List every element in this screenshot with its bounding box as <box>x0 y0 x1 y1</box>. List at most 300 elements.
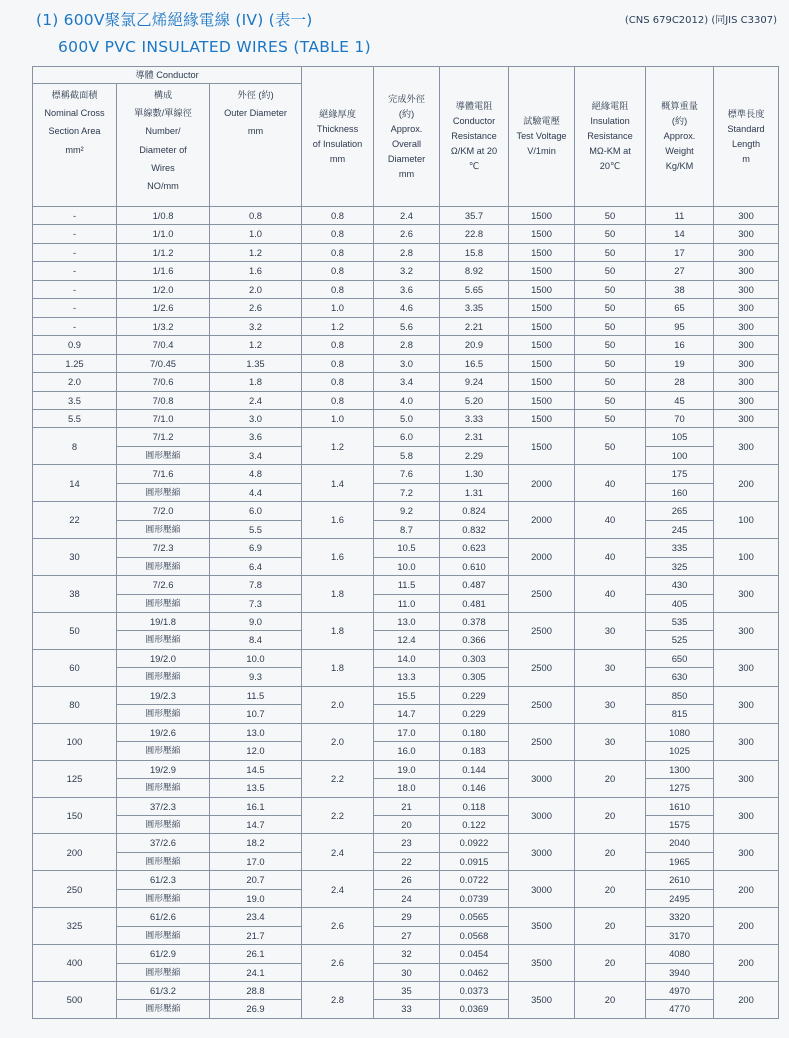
cell-insulation-thickness: 2.8 <box>302 982 374 1019</box>
cell-overall-diameter: 5.6 <box>374 317 440 335</box>
cell-nominal-area: 100 <box>33 723 117 760</box>
cell-wire-construction: 7/0.4 <box>117 336 210 354</box>
cell-insulation-thickness: 0.8 <box>302 354 374 372</box>
cell-conductor-resistance: 0.0739 <box>440 889 509 907</box>
table-row <box>33 779 779 797</box>
cell-wire-construction: 圓形壓縮 <box>117 520 210 538</box>
cell-insulation-resistance: 50 <box>575 373 646 391</box>
cell-conductor-resistance: 15.8 <box>440 243 509 261</box>
cell-wire-construction: 7/0.45 <box>117 354 210 372</box>
cell-outer-diameter: 1.0 <box>210 225 302 243</box>
cell-overall-diameter: 17.0 <box>374 723 440 741</box>
cell-approx-weight: 650 <box>646 649 714 667</box>
cell-conductor-resistance: 0.481 <box>440 594 509 612</box>
table-row <box>33 982 779 1000</box>
cell-insulation-thickness: 0.8 <box>302 243 374 261</box>
cell-wire-construction: 圓形壓縮 <box>117 557 210 575</box>
header-line: Diameter of <box>139 144 187 155</box>
header-line: 單線數/單線徑 <box>134 108 192 119</box>
header-line: Resistance <box>451 131 497 141</box>
cell-outer-diameter: 1.35 <box>210 354 302 372</box>
header-line: Approx. <box>390 123 423 134</box>
cell-outer-diameter: 10.7 <box>210 705 302 723</box>
cell-wire-construction: 圓形壓縮 <box>117 483 210 501</box>
cell-insulation-resistance: 50 <box>575 354 646 372</box>
cell-insulation-thickness: 1.4 <box>302 465 374 502</box>
cell-wire-construction: 圓形壓縮 <box>117 705 210 723</box>
cell-test-voltage: 1500 <box>509 299 575 317</box>
cell-standard-length: 200 <box>714 465 779 502</box>
header-test-voltage <box>509 67 575 207</box>
cell-conductor-resistance: 0.0369 <box>440 1000 509 1018</box>
cell-insulation-resistance: 20 <box>575 908 646 945</box>
cell-test-voltage: 3500 <box>509 982 575 1019</box>
header-line: Resistance <box>587 131 633 141</box>
header-line: (約) <box>398 108 415 119</box>
cell-insulation-thickness: 0.8 <box>302 373 374 391</box>
cell-overall-diameter: 29 <box>374 908 440 926</box>
cell-approx-weight: 2040 <box>646 834 714 852</box>
cell-insulation-resistance: 20 <box>575 871 646 908</box>
header-outer-diameter <box>210 84 302 207</box>
header-line: Conductor <box>452 116 496 126</box>
cell-insulation-resistance: 50 <box>575 336 646 354</box>
cell-conductor-resistance: 3.33 <box>440 409 509 427</box>
table-header <box>33 67 779 207</box>
cell-test-voltage: 3000 <box>509 760 575 797</box>
cell-standard-length: 300 <box>714 243 779 261</box>
cell-conductor-resistance: 0.229 <box>440 686 509 704</box>
table-row <box>33 963 779 981</box>
header-line: Insulation <box>590 116 630 126</box>
cell-insulation-thickness: 0.8 <box>302 280 374 298</box>
table-row <box>33 871 779 889</box>
cell-wire-construction: 61/3.2 <box>117 982 210 1000</box>
cell-overall-diameter: 3.0 <box>374 354 440 372</box>
cell-approx-weight: 16 <box>646 336 714 354</box>
cell-insulation-thickness: 0.8 <box>302 336 374 354</box>
cell-overall-diameter: 15.5 <box>374 686 440 704</box>
cell-nominal-area: 125 <box>33 760 117 797</box>
table-row <box>33 723 779 741</box>
cell-insulation-thickness: 0.8 <box>302 207 374 225</box>
cell-overall-diameter: 3.2 <box>374 262 440 280</box>
cell-approx-weight: 1575 <box>646 815 714 833</box>
header-line: 概算重量 <box>661 101 698 111</box>
table-row <box>33 428 779 446</box>
cell-outer-diameter: 2.6 <box>210 299 302 317</box>
cell-insulation-thickness: 2.6 <box>302 945 374 982</box>
cell-insulation-resistance: 40 <box>575 465 646 502</box>
header-line: 絕緣電阻 <box>591 101 629 111</box>
cell-overall-diameter: 3.4 <box>374 373 440 391</box>
cell-approx-weight: 11 <box>646 207 714 225</box>
header-conductor-resistance <box>440 67 509 207</box>
cell-outer-diameter: 7.3 <box>210 594 302 612</box>
table-row <box>33 502 779 520</box>
cell-standard-length: 300 <box>714 280 779 298</box>
cell-standard-length: 300 <box>714 686 779 723</box>
header-conductor-group: 導體 Conductor <box>33 67 302 84</box>
cell-nominal-area: - <box>33 299 117 317</box>
header-overall-diameter <box>374 67 440 207</box>
cell-conductor-resistance: 0.0373 <box>440 982 509 1000</box>
cell-test-voltage: 1500 <box>509 225 575 243</box>
header-line: 絕緣厚度 <box>319 108 356 119</box>
cell-standard-length: 300 <box>714 225 779 243</box>
cell-insulation-thickness: 1.6 <box>302 502 374 539</box>
cell-approx-weight: 265 <box>646 502 714 520</box>
cell-wire-construction: 19/1.8 <box>117 612 210 630</box>
cell-insulation-thickness: 2.2 <box>302 797 374 834</box>
cell-standard-length: 200 <box>714 945 779 982</box>
header-line: 構成 <box>153 90 173 100</box>
cell-outer-diameter: 1.2 <box>210 336 302 354</box>
header-line: 完成外徑 <box>388 93 425 104</box>
table-row <box>33 262 779 280</box>
table-row <box>33 280 779 298</box>
cell-conductor-resistance: 0.0568 <box>440 926 509 944</box>
header-line: mm <box>247 126 264 137</box>
cell-insulation-resistance: 50 <box>575 409 646 427</box>
cell-standard-length: 300 <box>714 207 779 225</box>
cell-overall-diameter: 4.6 <box>374 299 440 317</box>
cell-test-voltage: 1500 <box>509 336 575 354</box>
cell-wire-construction: 7/1.6 <box>117 465 210 483</box>
cell-outer-diameter: 6.9 <box>210 539 302 557</box>
cell-approx-weight: 3320 <box>646 908 714 926</box>
cell-conductor-resistance: 0.0565 <box>440 908 509 926</box>
cell-insulation-thickness: 1.0 <box>302 409 374 427</box>
table-row <box>33 815 779 833</box>
cell-nominal-area: 22 <box>33 502 117 539</box>
cell-conductor-resistance: 0.118 <box>440 797 509 815</box>
cell-standard-length: 300 <box>714 428 779 465</box>
cell-test-voltage: 1500 <box>509 391 575 409</box>
cell-approx-weight: 105 <box>646 428 714 446</box>
cell-wire-construction: 圓形壓縮 <box>117 963 210 981</box>
cell-wire-construction: 37/2.6 <box>117 834 210 852</box>
cell-insulation-thickness: 1.2 <box>302 317 374 335</box>
header-line: mm <box>329 153 346 164</box>
cell-test-voltage: 2500 <box>509 723 575 760</box>
cell-conductor-resistance: 0.0454 <box>440 945 509 963</box>
cell-approx-weight: 525 <box>646 631 714 649</box>
table-row <box>33 889 779 907</box>
cell-outer-diameter: 3.0 <box>210 409 302 427</box>
cell-nominal-area: - <box>33 280 117 298</box>
header-line: Wires <box>151 162 175 173</box>
cell-conductor-resistance: 16.5 <box>440 354 509 372</box>
cell-outer-diameter: 23.4 <box>210 908 302 926</box>
cell-insulation-thickness: 2.6 <box>302 908 374 945</box>
table-body <box>33 207 779 1019</box>
header-insulation-resistance <box>575 67 646 207</box>
cell-outer-diameter: 16.1 <box>210 797 302 815</box>
title-chinese: (1) 600V聚氯乙烯絕緣電線 (IV) (表一) <box>36 11 313 29</box>
cell-wire-construction: 1/1.6 <box>117 262 210 280</box>
cell-wire-construction: 61/2.9 <box>117 945 210 963</box>
cell-approx-weight: 45 <box>646 391 714 409</box>
cell-conductor-resistance: 2.29 <box>440 446 509 464</box>
cell-insulation-resistance: 50 <box>575 207 646 225</box>
cell-nominal-area: 5.5 <box>33 409 117 427</box>
cell-wire-construction: 圓形壓縮 <box>117 852 210 870</box>
cell-conductor-resistance: 0.0922 <box>440 834 509 852</box>
cell-overall-diameter: 9.2 <box>374 502 440 520</box>
cell-outer-diameter: 7.8 <box>210 576 302 594</box>
header-line: Overall <box>391 138 422 149</box>
cell-insulation-resistance: 20 <box>575 982 646 1019</box>
table-row <box>33 852 779 870</box>
cell-overall-diameter: 12.4 <box>374 631 440 649</box>
cell-insulation-resistance: 50 <box>575 225 646 243</box>
cell-standard-length: 200 <box>714 908 779 945</box>
cell-test-voltage: 3000 <box>509 871 575 908</box>
table-row <box>33 373 779 391</box>
cell-overall-diameter: 26 <box>374 871 440 889</box>
cell-overall-diameter: 2.6 <box>374 225 440 243</box>
cell-wire-construction: 19/2.9 <box>117 760 210 778</box>
cell-nominal-area: 2.0 <box>33 373 117 391</box>
cell-outer-diameter: 24.1 <box>210 963 302 981</box>
cell-conductor-resistance: 0.487 <box>440 576 509 594</box>
header-line: Kg/KM <box>665 161 694 171</box>
cell-conductor-resistance: 0.0722 <box>440 871 509 889</box>
cell-conductor-resistance: 0.146 <box>440 779 509 797</box>
cell-test-voltage: 1500 <box>509 409 575 427</box>
cell-overall-diameter: 7.6 <box>374 465 440 483</box>
cell-conductor-resistance: 5.65 <box>440 280 509 298</box>
cell-standard-length: 300 <box>714 760 779 797</box>
header-line: Approx. <box>663 131 696 141</box>
cell-wire-construction: 19/2.6 <box>117 723 210 741</box>
cell-overall-diameter: 11.5 <box>374 576 440 594</box>
cell-wire-construction: 19/2.3 <box>117 686 210 704</box>
cell-approx-weight: 38 <box>646 280 714 298</box>
cell-approx-weight: 630 <box>646 668 714 686</box>
cell-conductor-resistance: 0.305 <box>440 668 509 686</box>
cell-nominal-area: 200 <box>33 834 117 871</box>
cell-insulation-thickness: 1.8 <box>302 649 374 686</box>
cell-nominal-area: 30 <box>33 539 117 576</box>
cell-approx-weight: 430 <box>646 576 714 594</box>
header-line: Diameter <box>387 153 426 164</box>
cell-insulation-resistance: 20 <box>575 945 646 982</box>
header-line: 試驗電壓 <box>523 116 560 126</box>
table-row <box>33 317 779 335</box>
table-row <box>33 207 779 225</box>
cell-conductor-resistance: 0.824 <box>440 502 509 520</box>
cell-overall-diameter: 23 <box>374 834 440 852</box>
cell-insulation-thickness: 2.4 <box>302 871 374 908</box>
cell-conductor-resistance: 0.122 <box>440 815 509 833</box>
table-row <box>33 926 779 944</box>
cell-outer-diameter: 3.2 <box>210 317 302 335</box>
cell-conductor-resistance: 8.92 <box>440 262 509 280</box>
cell-standard-length: 100 <box>714 502 779 539</box>
cell-conductor-resistance: 0.180 <box>440 723 509 741</box>
table-row <box>33 354 779 372</box>
cell-standard-length: 300 <box>714 262 779 280</box>
table-row <box>33 908 779 926</box>
cell-nominal-area: 50 <box>33 612 117 649</box>
cell-wire-construction: 圓形壓縮 <box>117 889 210 907</box>
cell-nominal-area: - <box>33 225 117 243</box>
cell-wire-construction: 圓形壓縮 <box>117 631 210 649</box>
header-wire-construction <box>117 84 210 207</box>
cell-overall-diameter: 10.0 <box>374 557 440 575</box>
cell-conductor-resistance: 35.7 <box>440 207 509 225</box>
cell-approx-weight: 1610 <box>646 797 714 815</box>
cell-wire-construction: 1/1.2 <box>117 243 210 261</box>
cell-overall-diameter: 16.0 <box>374 742 440 760</box>
cell-wire-construction: 61/2.6 <box>117 908 210 926</box>
cell-insulation-resistance: 30 <box>575 686 646 723</box>
cell-overall-diameter: 24 <box>374 889 440 907</box>
cell-approx-weight: 28 <box>646 373 714 391</box>
cell-insulation-thickness: 1.8 <box>302 576 374 613</box>
cell-nominal-area: - <box>33 243 117 261</box>
cell-conductor-resistance: 0.366 <box>440 631 509 649</box>
cell-nominal-area: 60 <box>33 649 117 686</box>
cell-outer-diameter: 1.2 <box>210 243 302 261</box>
cell-conductor-resistance: 0.610 <box>440 557 509 575</box>
cell-wire-construction: 1/1.0 <box>117 225 210 243</box>
cell-conductor-resistance: 5.20 <box>440 391 509 409</box>
cell-conductor-resistance: 1.31 <box>440 483 509 501</box>
table-row <box>33 742 779 760</box>
cell-approx-weight: 70 <box>646 409 714 427</box>
cell-test-voltage: 1500 <box>509 280 575 298</box>
cell-approx-weight: 19 <box>646 354 714 372</box>
header-line: mm <box>398 168 415 179</box>
cell-overall-diameter: 13.3 <box>374 668 440 686</box>
cell-wire-construction: 圓形壓縮 <box>117 926 210 944</box>
cell-outer-diameter: 6.0 <box>210 502 302 520</box>
cell-nominal-area: 250 <box>33 871 117 908</box>
cell-test-voltage: 2500 <box>509 576 575 613</box>
cell-outer-diameter: 12.0 <box>210 742 302 760</box>
cell-test-voltage: 2000 <box>509 502 575 539</box>
cell-outer-diameter: 19.0 <box>210 889 302 907</box>
table-row <box>33 797 779 815</box>
cell-approx-weight: 325 <box>646 557 714 575</box>
header-line: 外徑 (約) <box>237 90 274 100</box>
cell-overall-diameter: 10.5 <box>374 539 440 557</box>
cell-approx-weight: 245 <box>646 520 714 538</box>
cell-wire-construction: 圓形壓縮 <box>117 668 210 686</box>
cell-nominal-area: 325 <box>33 908 117 945</box>
cell-insulation-resistance: 30 <box>575 649 646 686</box>
cell-wire-construction: 7/1.2 <box>117 428 210 446</box>
cell-wire-construction: 7/1.0 <box>117 409 210 427</box>
header-standard-length <box>714 67 779 207</box>
cell-outer-diameter: 11.5 <box>210 686 302 704</box>
cell-outer-diameter: 26.1 <box>210 945 302 963</box>
table-row <box>33 705 779 723</box>
cell-insulation-thickness: 1.6 <box>302 539 374 576</box>
cell-standard-length: 300 <box>714 612 779 649</box>
table-row <box>33 576 779 594</box>
cell-approx-weight: 815 <box>646 705 714 723</box>
cell-outer-diameter: 21.7 <box>210 926 302 944</box>
cell-conductor-resistance: 0.229 <box>440 705 509 723</box>
cell-standard-length: 300 <box>714 317 779 335</box>
cell-test-voltage: 1500 <box>509 428 575 465</box>
cell-insulation-resistance: 50 <box>575 280 646 298</box>
header-line: Length <box>731 138 761 149</box>
cell-overall-diameter: 2.4 <box>374 207 440 225</box>
cell-test-voltage: 1500 <box>509 262 575 280</box>
cell-outer-diameter: 9.3 <box>210 668 302 686</box>
cell-wire-construction: 7/2.6 <box>117 576 210 594</box>
cell-overall-diameter: 6.0 <box>374 428 440 446</box>
cell-test-voltage: 2500 <box>509 686 575 723</box>
cell-insulation-thickness: 1.8 <box>302 612 374 649</box>
cell-test-voltage: 2000 <box>509 465 575 502</box>
cell-insulation-resistance: 50 <box>575 243 646 261</box>
cell-approx-weight: 4080 <box>646 945 714 963</box>
cell-conductor-resistance: 0.0915 <box>440 852 509 870</box>
cell-wire-construction: 1/2.0 <box>117 280 210 298</box>
table-row <box>33 686 779 704</box>
cell-conductor-resistance: 9.24 <box>440 373 509 391</box>
cell-outer-diameter: 17.0 <box>210 852 302 870</box>
cell-conductor-resistance: 20.9 <box>440 336 509 354</box>
cell-wire-construction: 7/0.6 <box>117 373 210 391</box>
cell-approx-weight: 405 <box>646 594 714 612</box>
header-line: of Insulation <box>312 138 363 149</box>
cell-overall-diameter: 21 <box>374 797 440 815</box>
cell-wire-construction: 1/2.6 <box>117 299 210 317</box>
cell-overall-diameter: 32 <box>374 945 440 963</box>
cell-approx-weight: 4770 <box>646 1000 714 1018</box>
cell-approx-weight: 3170 <box>646 926 714 944</box>
cell-conductor-resistance: 3.35 <box>440 299 509 317</box>
header-line: Number/ <box>145 126 181 137</box>
table-row <box>33 391 779 409</box>
cell-outer-diameter: 18.2 <box>210 834 302 852</box>
cell-outer-diameter: 0.8 <box>210 207 302 225</box>
cell-overall-diameter: 19.0 <box>374 760 440 778</box>
cell-outer-diameter: 10.0 <box>210 649 302 667</box>
cell-conductor-resistance: 0.303 <box>440 649 509 667</box>
header-line: Section Area <box>48 126 101 137</box>
table-row <box>33 465 779 483</box>
wire-spec-table <box>32 66 779 1019</box>
cell-approx-weight: 27 <box>646 262 714 280</box>
cell-outer-diameter: 8.4 <box>210 631 302 649</box>
cell-outer-diameter: 4.4 <box>210 483 302 501</box>
cell-approx-weight: 2610 <box>646 871 714 889</box>
header-line: Standard <box>727 123 765 134</box>
cell-insulation-resistance: 30 <box>575 612 646 649</box>
cell-wire-construction: 圓形壓縮 <box>117 1000 210 1018</box>
cell-test-voltage: 3500 <box>509 945 575 982</box>
table-row <box>33 594 779 612</box>
cell-outer-diameter: 2.0 <box>210 280 302 298</box>
table-row <box>33 668 779 686</box>
cell-conductor-resistance: 0.0462 <box>440 963 509 981</box>
cell-outer-diameter: 9.0 <box>210 612 302 630</box>
cell-outer-diameter: 3.4 <box>210 446 302 464</box>
cell-outer-diameter: 13.0 <box>210 723 302 741</box>
cell-conductor-resistance: 22.8 <box>440 225 509 243</box>
cell-wire-construction: 圓形壓縮 <box>117 779 210 797</box>
cell-insulation-thickness: 0.8 <box>302 225 374 243</box>
cell-insulation-thickness: 1.0 <box>302 299 374 317</box>
